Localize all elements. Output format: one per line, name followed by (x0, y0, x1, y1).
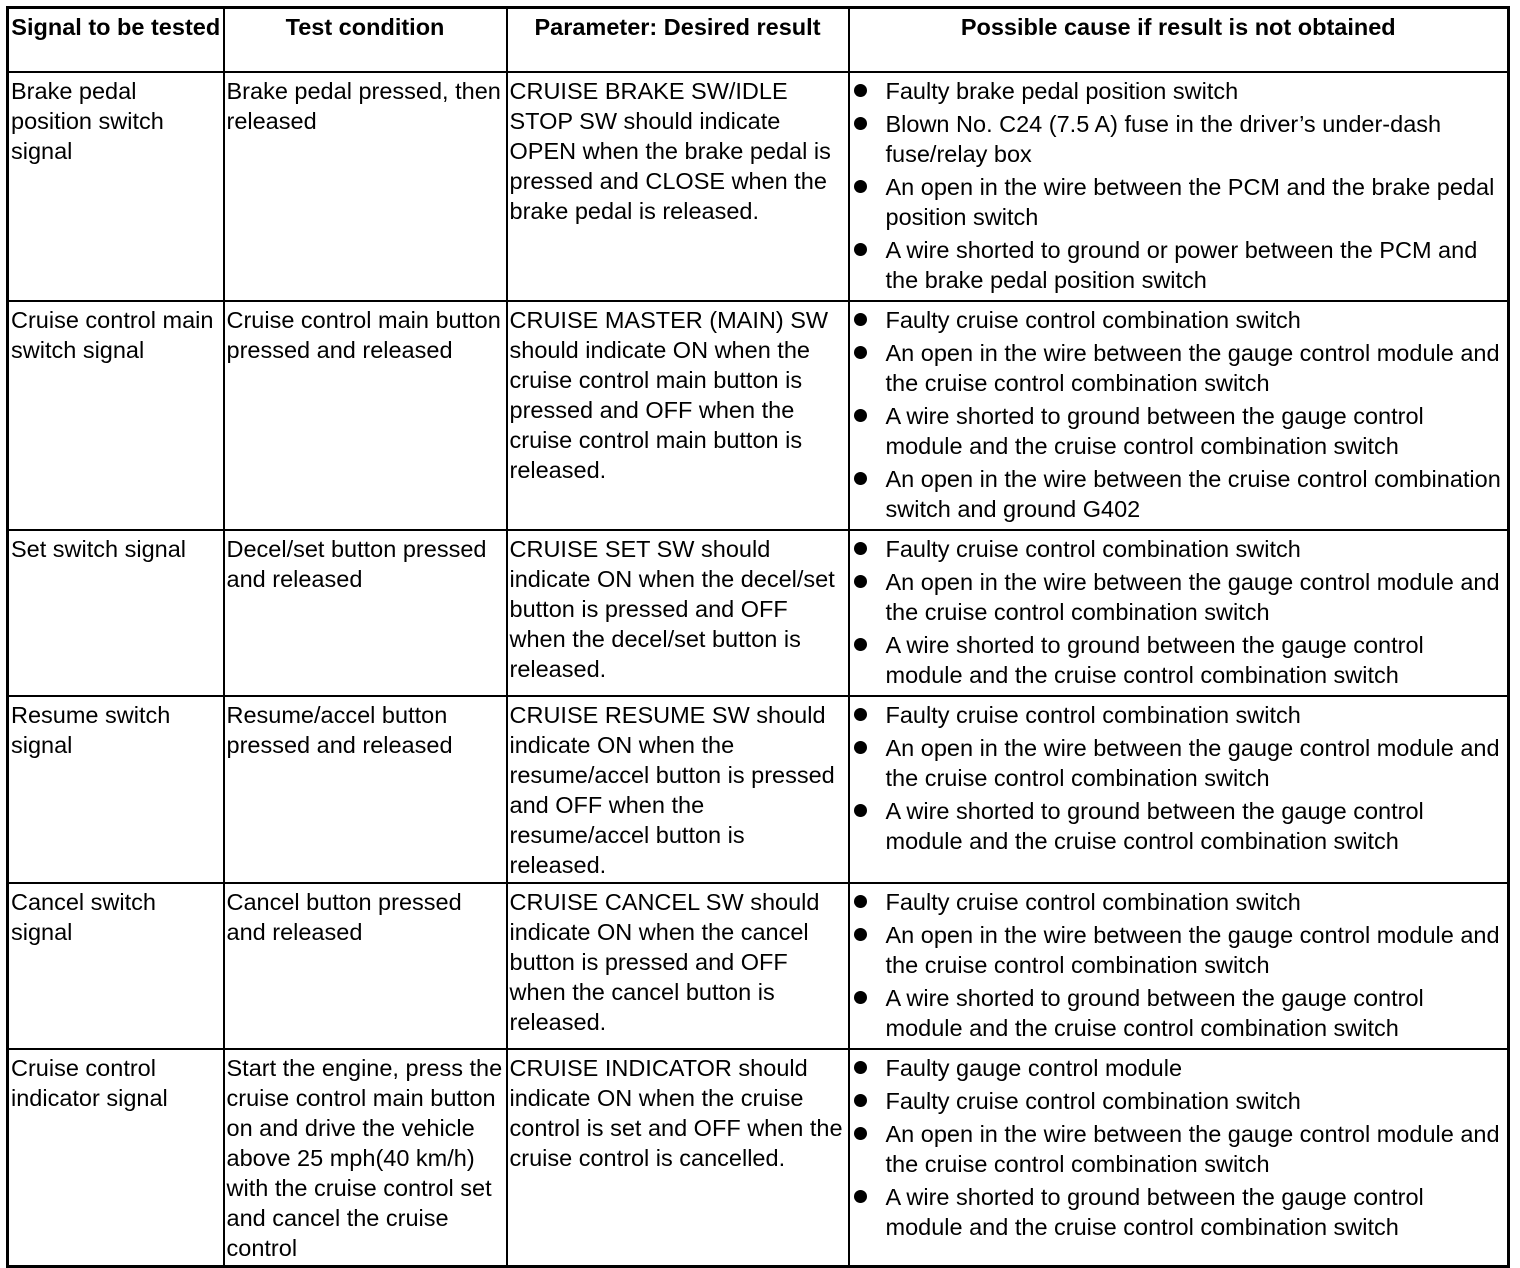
condition-cell: Brake pedal pressed, then released (224, 72, 507, 301)
cause-item (852, 76, 1506, 106)
bullet-icon (854, 638, 867, 651)
header-signal: Signal to be tested (8, 8, 224, 72)
cause-text: A wire shorted to ground between the gauge control module and the cruise control combination switch (885, 402, 1424, 459)
bullet-icon (854, 409, 867, 422)
cause-item (852, 172, 1506, 232)
cause-text: Faulty cruise control combination switch (885, 535, 1301, 562)
table-row (8, 696, 1509, 883)
result-cell: CRUISE CANCEL SW should indicate ON when the cancel button is pressed and OFF when the cancel button is released. (507, 883, 849, 1049)
bullet-icon (854, 708, 867, 721)
cause-text: An open in the wire between the cruise control combination switch and ground G402 (885, 465, 1501, 522)
cause-list (852, 1053, 1506, 1242)
bullet-icon (854, 575, 867, 588)
bullet-icon (854, 1061, 867, 1074)
signal-cell: Cancel switch signal (8, 883, 224, 1049)
table-row (8, 72, 1509, 301)
cause-item (852, 305, 1506, 335)
cause-item (852, 983, 1506, 1043)
result-cell: CRUISE INDICATOR should indicate ON when the cruise control is set and OFF when the cruise control is cancelled. (507, 1049, 849, 1267)
bullet-icon (854, 741, 867, 754)
causes-cell (849, 883, 1509, 1049)
cause-item (852, 464, 1506, 524)
cause-text: An open in the wire between the gauge control module and the cruise control combination switch (885, 568, 1500, 625)
table-row (8, 883, 1509, 1049)
condition-cell: Resume/accel button pressed and released (224, 696, 507, 883)
bullet-icon (854, 472, 867, 485)
result-cell: CRUISE RESUME SW should indicate ON when the resume/accel button is pressed and OFF when the resume/accel button is released. (507, 696, 849, 883)
cause-item (852, 401, 1506, 461)
table-row (8, 301, 1509, 530)
signal-cell: Set switch signal (8, 530, 224, 696)
cause-item (852, 887, 1506, 917)
bullet-icon (854, 84, 867, 97)
table-row (8, 1049, 1509, 1267)
cause-item (852, 1182, 1506, 1242)
cause-item (852, 733, 1506, 793)
cause-item (852, 1053, 1506, 1083)
condition-cell: Start the engine, press the cruise control main button on and drive the vehicle above 25 mph(40 km/h) with the cruise control set and cancel the cruise control (224, 1049, 507, 1267)
bullet-icon (854, 895, 867, 908)
signal-cell: Cruise control main switch signal (8, 301, 224, 530)
bullet-icon (854, 1127, 867, 1140)
cause-item (852, 630, 1506, 690)
header-row (8, 8, 1509, 72)
bullet-icon (854, 1094, 867, 1107)
bullet-icon (854, 346, 867, 359)
cause-text: Faulty cruise control combination switch (885, 306, 1301, 333)
cause-item (852, 534, 1506, 564)
causes-cell (849, 301, 1509, 530)
condition-cell: Decel/set button pressed and released (224, 530, 507, 696)
cause-list (852, 700, 1506, 856)
result-cell: CRUISE SET SW should indicate ON when the decel/set button is pressed and OFF when the decel/set button is released. (507, 530, 849, 696)
header-test-condition: Test condition (224, 8, 507, 72)
signal-cell: Brake pedal position switch signal (8, 72, 224, 301)
cause-text: A wire shorted to ground between the gauge control module and the cruise control combination switch (885, 797, 1424, 854)
cause-list (852, 76, 1506, 295)
cause-text: Faulty cruise control combination switch (885, 888, 1301, 915)
header-possible-cause: Possible cause if result is not obtained (849, 8, 1509, 72)
bullet-icon (854, 180, 867, 193)
bullet-icon (854, 313, 867, 326)
cause-text: Faulty cruise control combination switch (885, 1087, 1301, 1114)
cause-item (852, 109, 1506, 169)
causes-cell (849, 1049, 1509, 1267)
bullet-icon (854, 243, 867, 256)
header-desired-result: Parameter: Desired result (507, 8, 849, 72)
condition-cell: Cruise control main button pressed and released (224, 301, 507, 530)
cause-text: An open in the wire between the PCM and the brake pedal position switch (885, 173, 1495, 230)
cause-item (852, 700, 1506, 730)
cause-item (852, 1086, 1506, 1116)
bullet-icon (854, 117, 867, 130)
cause-item (852, 796, 1506, 856)
bullet-icon (854, 991, 867, 1004)
table-row (8, 530, 1509, 696)
cause-list (852, 887, 1506, 1043)
cause-text: Faulty gauge control module (885, 1054, 1183, 1081)
cause-item (852, 235, 1506, 295)
cause-text: An open in the wire between the gauge control module and the cruise control combination switch (885, 734, 1500, 791)
cause-text: An open in the wire between the gauge control module and the cruise control combination switch (885, 1120, 1500, 1177)
bullet-icon (854, 928, 867, 941)
cause-item (852, 920, 1506, 980)
signal-cell: Resume switch signal (8, 696, 224, 883)
bullet-icon (854, 1190, 867, 1203)
cause-text: An open in the wire between the gauge control module and the cruise control combination switch (885, 339, 1500, 396)
signal-cell: Cruise control indicator signal (8, 1049, 224, 1267)
cause-text: A wire shorted to ground between the gauge control module and the cruise control combination switch (885, 1183, 1424, 1240)
causes-cell (849, 530, 1509, 696)
bullet-icon (854, 804, 867, 817)
cause-text: A wire shorted to ground between the gauge control module and the cruise control combination switch (885, 984, 1424, 1041)
causes-cell (849, 696, 1509, 883)
condition-cell: Cancel button pressed and released (224, 883, 507, 1049)
cause-text: Faulty cruise control combination switch (885, 701, 1301, 728)
cause-text: A wire shorted to ground or power between the PCM and the brake pedal position switch (885, 236, 1478, 293)
cause-item (852, 338, 1506, 398)
cause-item (852, 567, 1506, 627)
causes-cell (849, 72, 1509, 301)
cause-list (852, 534, 1506, 690)
cause-text: Blown No. C24 (7.5 A) fuse in the driver’s under-dash fuse/relay box (885, 110, 1461, 167)
cause-text: An open in the wire between the gauge control module and the cruise control combination switch (885, 921, 1500, 978)
troubleshooting-table (6, 6, 1510, 1268)
result-cell: CRUISE BRAKE SW/IDLE STOP SW should indicate OPEN when the brake pedal is pressed and CLOSE when the brake pedal is released. (507, 72, 849, 301)
cause-list (852, 305, 1506, 524)
cause-text: A wire shorted to ground between the gauge control module and the cruise control combination switch (885, 631, 1424, 688)
result-cell: CRUISE MASTER (MAIN) SW should indicate ON when the cruise control main button is pressed and OFF when the cruise control main button is released. (507, 301, 849, 530)
bullet-icon (854, 542, 867, 555)
cause-text: Faulty brake pedal position switch (885, 77, 1239, 104)
cause-item (852, 1119, 1506, 1179)
